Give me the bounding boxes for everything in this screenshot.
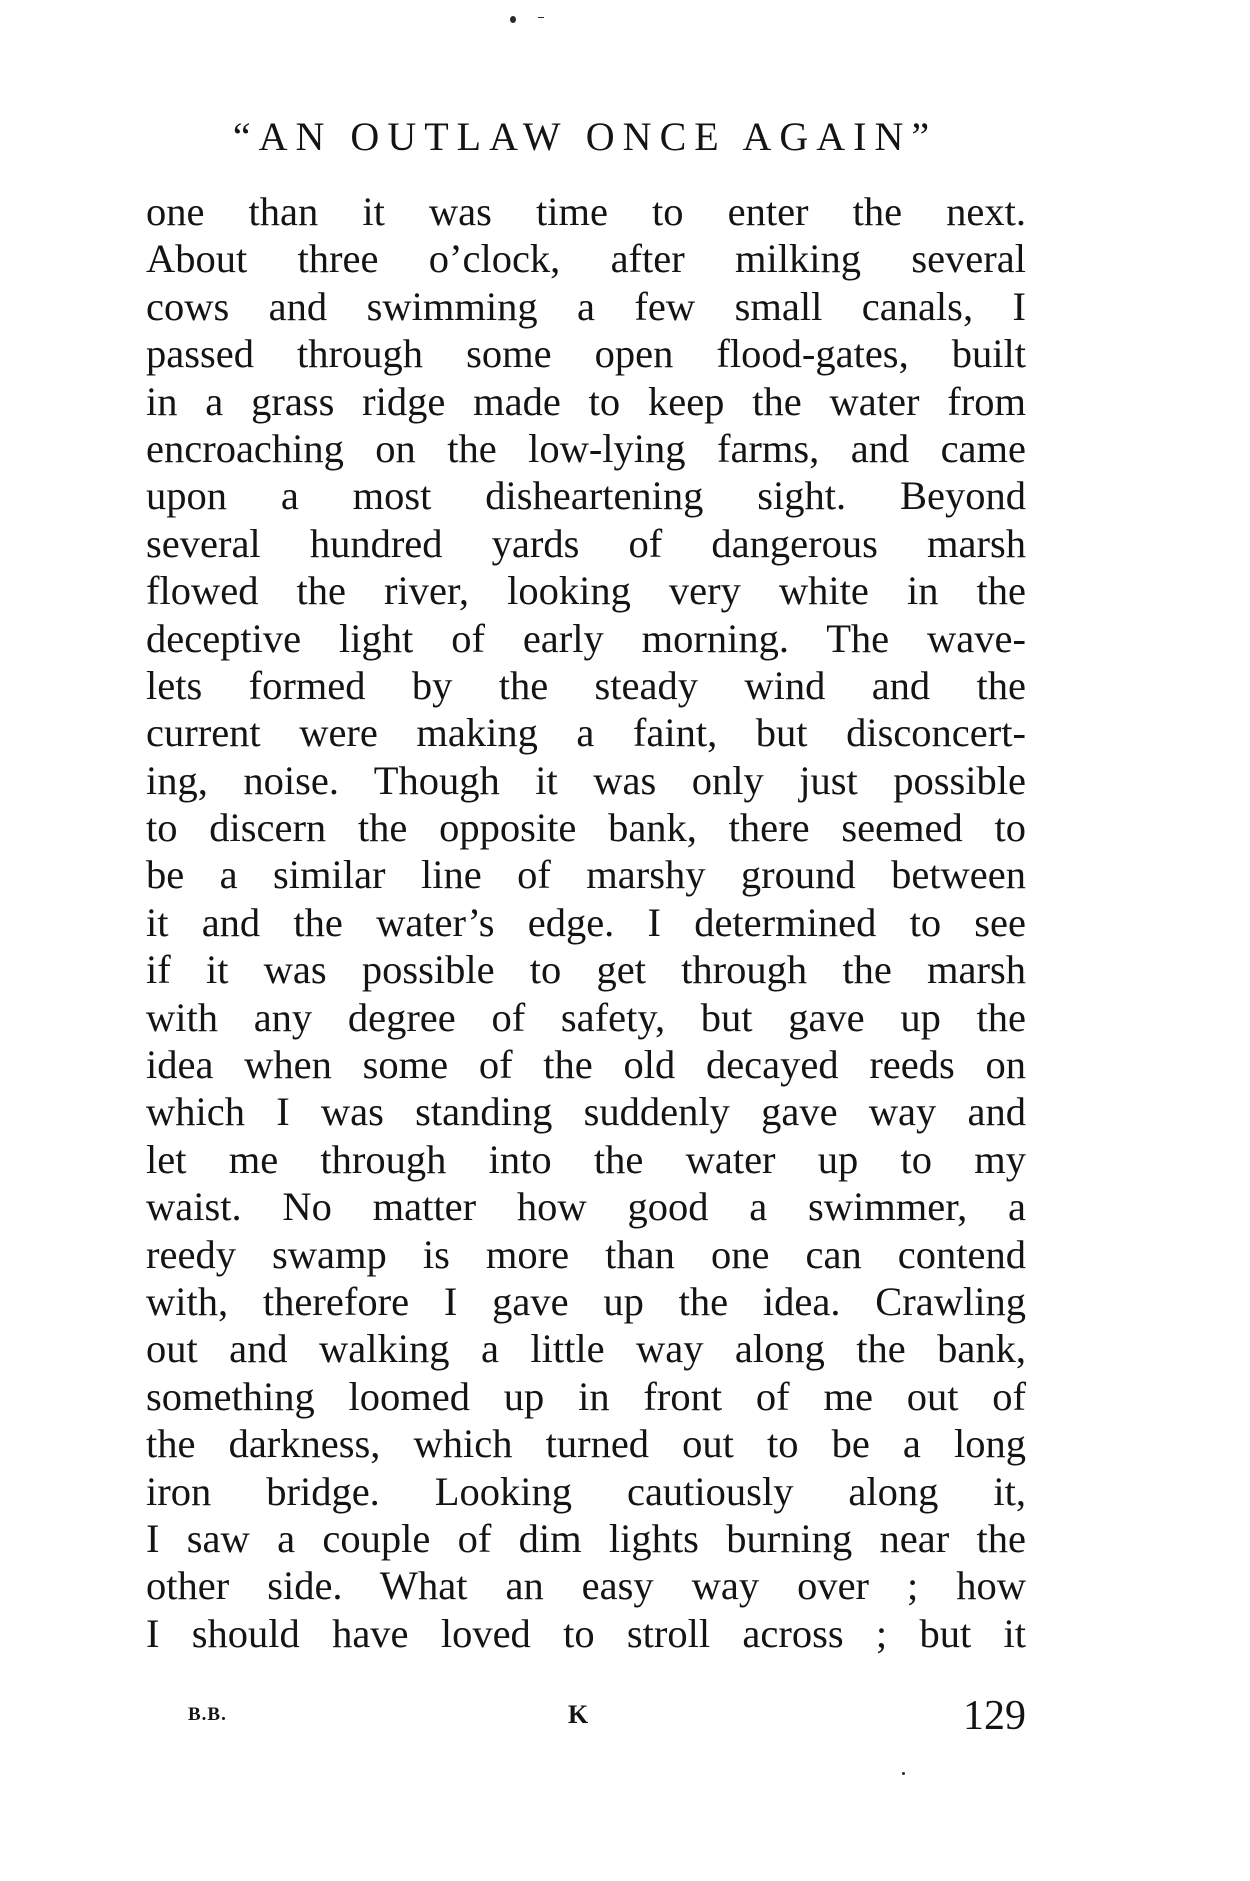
text-line: I saw a couple of dim lights burning near the (146, 1515, 1026, 1561)
text-line: I should have loved to stroll across ; but it (146, 1610, 1026, 1656)
text-line: encroaching on the low-lying farms, and came (146, 425, 1026, 471)
print-speck (510, 16, 516, 23)
text-line: in a grass ridge made to keep the water from (146, 378, 1026, 424)
text-line: which I was standing suddenly gave way and (146, 1089, 1026, 1135)
text-line: waist. No matter how good a swimmer, a (146, 1184, 1026, 1230)
text-line: ing, noise. Though it was only just possible (146, 757, 1026, 803)
text-line: lets formed by the steady wind and the (146, 662, 1026, 708)
text-line: with any degree of safety, but gave up the (146, 994, 1026, 1040)
print-speck (902, 1772, 905, 1775)
signature-mark-letters: B.B. (188, 1704, 227, 1725)
text-line: to discern the opposite bank, there seemed to (146, 805, 1026, 851)
body-text (146, 188, 1026, 1657)
text-line: idea when some of the old decayed reeds on (146, 1042, 1026, 1088)
text-line: something loomed up in front of me out of (146, 1373, 1026, 1419)
text-line: other side. What an easy way over ; how (146, 1563, 1026, 1609)
text-line: be a similar line of marshy ground between (146, 852, 1026, 898)
text-line: one than it was time to enter the next. (146, 189, 1026, 234)
text-line: cows and swimming a few small canals, I (146, 283, 1026, 329)
text-line: if it was possible to get through the marsh (146, 947, 1026, 993)
print-speck (538, 17, 544, 18)
text-line: deceptive light of early morning. The wave- (146, 615, 1026, 661)
page-footer (146, 1693, 1026, 1750)
running-head: “AN OUTLAW ONCE AGAIN” (232, 114, 938, 159)
text-line: the darkness, which turned out to be a long (146, 1421, 1026, 1467)
text-line: let me through into the water up to my (146, 1136, 1026, 1182)
text-line: upon a most disheartening sight. Beyond (146, 473, 1026, 519)
text-line: reedy swamp is more than one can contend (146, 1231, 1026, 1277)
text-line: About three o’clock, after milking several (146, 236, 1026, 282)
text-line: out and walking a little way along the bank, (146, 1326, 1026, 1372)
page-number: 129 (963, 1693, 1026, 1739)
text-line: current were making a faint, but disconcert- (146, 710, 1026, 756)
text-line: it and the water’s edge. I determined to see (146, 899, 1026, 945)
text-line: passed through some open flood-gates, built (146, 331, 1026, 377)
signature-mark: K (568, 1700, 589, 1729)
text-line: iron bridge. Looking cautiously along it, (146, 1468, 1026, 1514)
text-line: flowed the river, looking very white in the (146, 568, 1026, 614)
text-line: several hundred yards of dangerous marsh (146, 520, 1026, 566)
text-line: with, therefore I gave up the idea. Crawling (146, 1278, 1026, 1324)
